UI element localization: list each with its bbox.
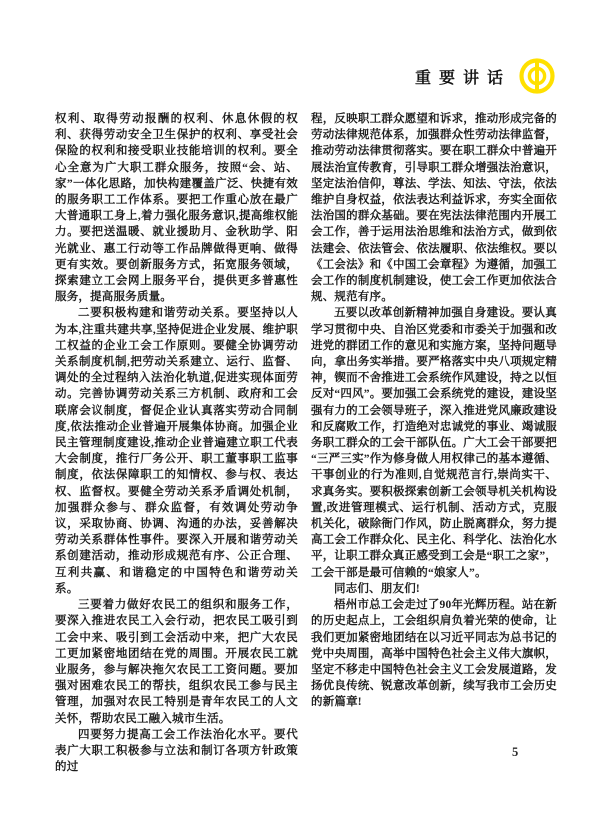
page-header-title: 重要讲话 bbox=[414, 69, 511, 87]
left-text-column bbox=[55, 111, 298, 775]
paragraph-point-three: 三要着力做好农民工的组织和服务工作，要深入推进农民工入会行动，把农民工吸引到工会中来、吸引到工会活动中来，把广大农民工更加紧密地团结在党的周围。开展农民工就业服务，参与解决拖欠农民工工资问题。要加强对困难农民工的帮扶，组织农民工参与民主管理，加强对农民工特别是青年农民工的人文关怀，帮助农民工融入城市生活。 bbox=[55, 599, 298, 725]
paragraph-point-four-continuation: 程，反映职工群众愿望和诉求，推动形成完备的劳动法律规范体系，加强群众性劳动法律监督，推动劳动法律贯彻落实。要在职工群众中普遍开展法治宣传教育，引导职工群众增强法治意识，坚定法治信仰，尊法、学法、知法、守法，依法维护自身权益，依法表达利益诉求，夯实全面依法治国的群众基础。要在宪法法律范围内开展工会工作，善于运用法治思维和法治方式，做到依法建会、依法管会、依法履职、依法维权。要以《工会法》和《中国工会章程》为遵循，加强工会工作的制度机制建设，使工会工作更加依法合规、规范有序。 bbox=[311, 113, 557, 304]
paragraph-point-two: 二要积极构建和谐劳动关系。要坚持以人为本,注重共建共享,坚持促进企业发展、维护职工权益的企业工会工作原则。要健全协调劳动关系制度机制,把劳动关系建立、运行、监督、调处的全过程纳入法治化轨道,促进实现体面劳动。完善协调劳动关系三方机制、政府和工会联席会议制度，督促企业认真落实劳动合同制度,依法推动企业普遍开展集体协商。加强企业民主管理制度建设,推动企业普遍建立职工代表大会制度，推行厂务公开、职工董事职工监事制度，依法保障职工的知情权、参与权、表达权、监督权。要健全劳动关系矛盾调处机制，加强群众参与、群众监督，有效调处劳动争议，采取协商、协调、沟通的办法，妥善解决劳动关系群体性事件。要深入开展和谐劳动关系创建活动，推动形成规范有序、公正合理、互利共赢、和谐稳定的中国特色和谐劳动关系。 bbox=[55, 307, 298, 595]
paragraph-closing: 梧州市总工会走过了90年光辉历程。站在新的历史起点上，工会组织肩负着光荣的使命，让我们更加紧密地团结在以习近平同志为总书记的党中央周围，高举中国特色社会主义伟大旗帜，坚定不移走中国特色社会主义工会发展道路，发扬优良传统、锐意改革创新，续写我市工会历史的新篇章! bbox=[311, 599, 557, 709]
emblem-center-bar bbox=[535, 63, 539, 90]
trade-union-emblem-icon bbox=[518, 57, 556, 95]
paragraph-point-five: 五要以改革创新精神加强自身建设。要认真学习贯彻中央、自治区党委和市委关于加强和改进党的群团工作的意见和实施方案，坚持问题导向，拿出务实举措。要严格落实中央八项规定精神，锲而不舍推进工会系统作风建设，持之以恒反对“四风”。要加强工会系统党的建设，建设坚强有力的工会领导班子，深入推进党风廉政建设和反腐败工作，打造绝对忠诚党的事业、竭诚服务职工群众的工会干部队伍。广大工会干部要把“三严三实”作为修身做人用权律己的基本遵循、干事创业的行为准则,自觉规范言行,崇尚实干、求真务实。要积极探索创新工会领导机关机构设置,改进管理模式、运行机制、活动方式，克服机关化，破除衙门作风，防止脱离群众，努力提高工会工作群众化、民主化、科学化、法治化水平，让职工群众真正感受到工会是“职工之家”，工会干部是最可信赖的“娘家人”。 bbox=[311, 307, 557, 579]
paragraph-salutation: 同志们、朋友们! bbox=[334, 582, 420, 595]
paragraph-continuation: 权利、取得劳动报酬的权利、休息休假的权利、获得劳动安全卫生保护的权利、享受社会保险的权利和接受职业技能培训的权利。要全心全意为广大职工群众服务，按照“会、站、家”一体化思路，加快构建覆盖广泛、快捷有效的服务职工工作体系。要把工作重心放在最广大普通职工身上,着力强化服务意识,提高维权能力。要把送温暖、就业援助月、金秋助学、阳光就业、惠工行动等工作品牌做得更响、做得更有实效。要创新服务方式，拓宽服务领域，探索建立工会网上服务平台，提供更多普惠性服务，提高服务质量。 bbox=[55, 113, 298, 304]
right-text-column bbox=[311, 111, 557, 711]
page-number: 5 bbox=[512, 745, 519, 759]
paragraph-point-four-start: 四要努力提高工会工作法治化水平。要代表广大职工积极参与立法和制订各项方针政策的过 bbox=[55, 728, 298, 774]
page-header bbox=[0, 57, 556, 95]
